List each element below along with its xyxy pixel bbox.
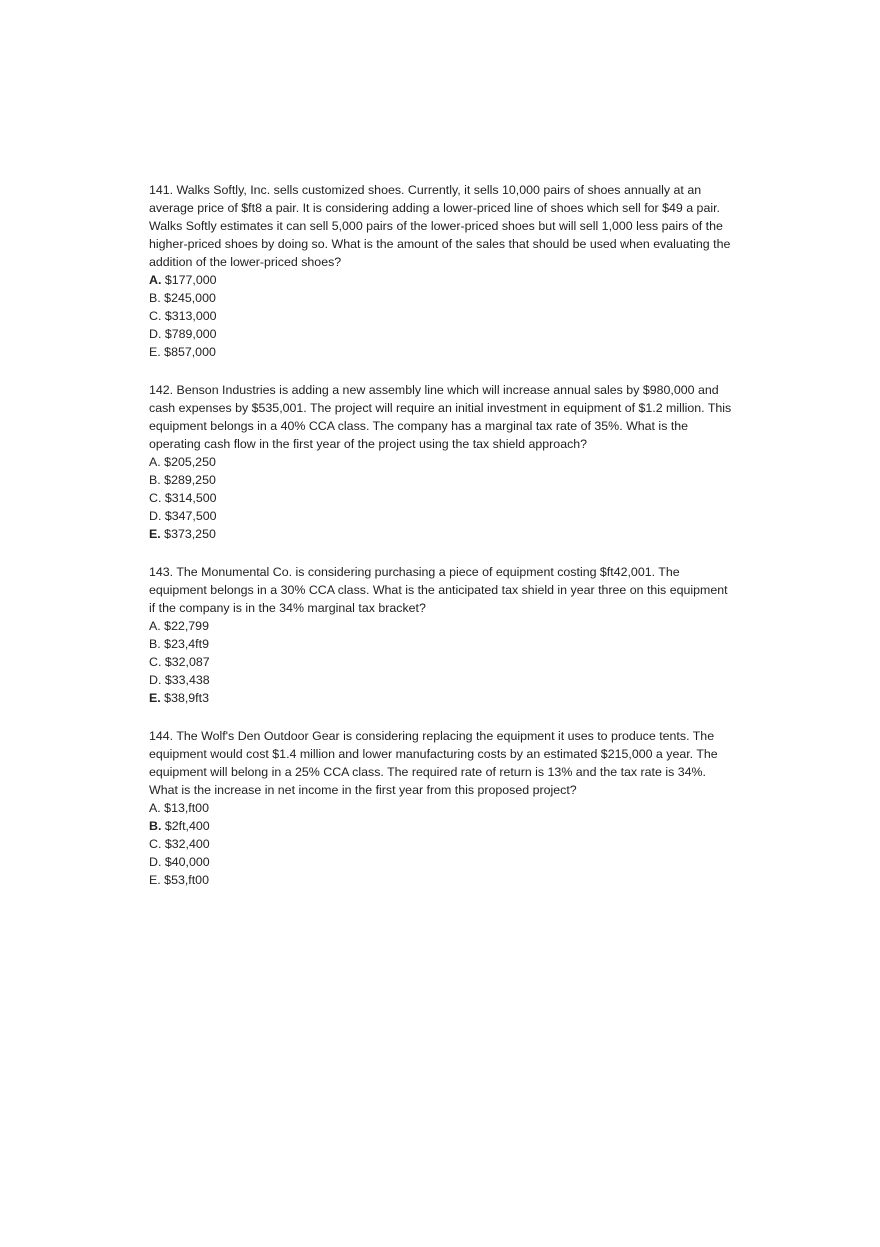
option-value: $857,000 (164, 345, 216, 359)
answer-option-b (149, 635, 735, 653)
answer-option-b (149, 817, 735, 835)
answer-options (149, 617, 735, 707)
option-value: $177,000 (164, 273, 217, 287)
option-letter: D. (149, 509, 162, 523)
option-letter: B. (149, 637, 161, 651)
answer-option-a (149, 453, 735, 471)
question-text: 141. Walks Softly, Inc. sells customized shoes. Currently, it sells 10,000 pairs of shoes annually at an average price of $ft8 a pair. It is considering adding a lower-priced line of shoes which sell for $49 a pair. Walks Softly estimates it can sell 5,000 pairs of the lower-priced shoes but will sell 1,000 less pairs of the higher-priced shoes by doing so. What is the amount of the sales that should be used when evaluating the addition of the lower-priced shoes? (149, 183, 731, 269)
option-value: $789,000 (164, 327, 217, 341)
option-letter: A. (149, 619, 161, 633)
option-letter: B. (149, 819, 162, 833)
option-letter: C. (149, 655, 162, 669)
answer-option-e (149, 343, 735, 361)
question-text: 143. The Monumental Co. is considering purchasing a piece of equipment costing $ft42,001. The equipment belongs in a 30% CCA class. What is the anticipated tax shield in year three on this equipment if the company is in the 34% marginal tax bracket? (149, 565, 728, 615)
answer-option-d (149, 671, 735, 689)
question-142 (149, 381, 735, 543)
option-value: $347,500 (164, 509, 217, 523)
option-value: $313,000 (164, 309, 217, 323)
answer-option-a (149, 617, 735, 635)
answer-options (149, 453, 735, 543)
option-value: $373,250 (164, 527, 216, 541)
option-value: $32,087 (164, 655, 210, 669)
option-value: $205,250 (164, 455, 216, 469)
answer-option-c (149, 489, 735, 507)
option-value: $33,438 (164, 673, 210, 687)
option-value: $245,000 (164, 291, 216, 305)
answer-option-d (149, 853, 735, 871)
option-value: $289,250 (164, 473, 216, 487)
option-value: $32,400 (164, 837, 210, 851)
option-letter: C. (149, 837, 162, 851)
option-letter: E. (149, 345, 161, 359)
answer-option-b (149, 471, 735, 489)
option-value: $13,ft00 (164, 801, 209, 815)
option-letter: A. (149, 801, 161, 815)
answer-option-c (149, 835, 735, 853)
answer-options (149, 799, 735, 889)
answer-options (149, 271, 735, 361)
answer-option-e (149, 525, 735, 543)
option-value: $23,4ft9 (164, 637, 209, 651)
answer-option-b (149, 289, 735, 307)
question-text: 144. The Wolf's Den Outdoor Gear is considering replacing the equipment it uses to produce tents. The equipment would cost $1.4 million and lower manufacturing costs by an estimated $215,000 a year. The equipment will belong in a 25% CCA class. The required rate of return is 13% and the tax rate is 34%. What is the increase in net income in the first year from this proposed project? (149, 729, 718, 797)
option-letter: D. (149, 327, 162, 341)
question-text: 142. Benson Industries is adding a new assembly line which will increase annual sales by $980,000 and cash expenses by $535,001. The project will require an initial investment in equipment of $1.2 million. This equipment belongs in a 40% CCA class. The company has a marginal tax rate of 35%. What is the operating cash flow in the first year of the project using the tax shield approach? (149, 383, 732, 451)
option-value: $22,799 (164, 619, 209, 633)
question-143 (149, 563, 735, 707)
option-value: $53,ft00 (164, 873, 209, 887)
option-letter: C. (149, 309, 162, 323)
answer-option-d (149, 507, 735, 525)
option-value: $314,500 (164, 491, 217, 505)
answer-option-a (149, 271, 735, 289)
option-letter: A. (149, 455, 161, 469)
option-letter: B. (149, 291, 161, 305)
option-letter: A. (149, 273, 162, 287)
answer-option-c (149, 653, 735, 671)
answer-option-a (149, 799, 735, 817)
option-value: $38,9ft3 (164, 691, 209, 705)
question-141 (149, 181, 735, 361)
option-letter: E. (149, 527, 161, 541)
option-letter: B. (149, 473, 161, 487)
option-value: $40,000 (164, 855, 210, 869)
option-value: $2ft,400 (164, 819, 210, 833)
question-144 (149, 727, 735, 889)
option-letter: C. (149, 491, 162, 505)
option-letter: D. (149, 673, 162, 687)
answer-option-c (149, 307, 735, 325)
answer-option-e (149, 871, 735, 889)
answer-option-e (149, 689, 735, 707)
document-content (149, 181, 735, 909)
answer-option-d (149, 325, 735, 343)
option-letter: E. (149, 873, 161, 887)
option-letter: E. (149, 691, 161, 705)
option-letter: D. (149, 855, 162, 869)
